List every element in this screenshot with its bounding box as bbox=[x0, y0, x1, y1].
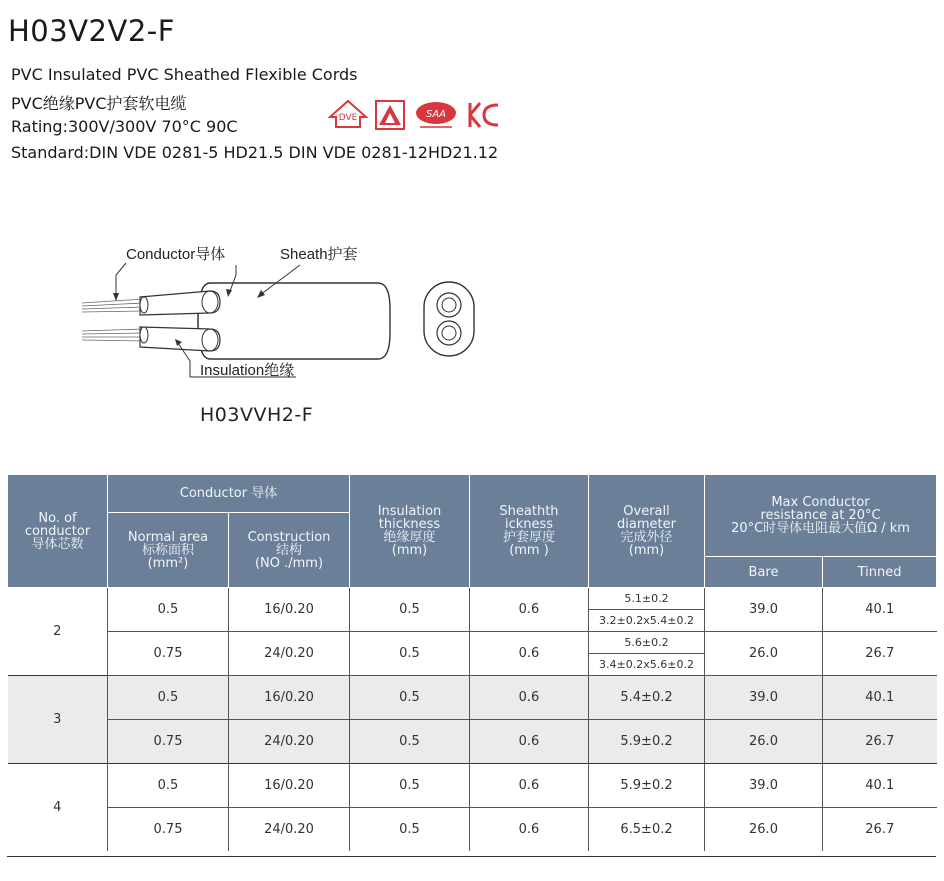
sheath-cell: 0.6 bbox=[470, 676, 589, 720]
sheath-cell: 0.6 bbox=[470, 808, 589, 852]
bare-cell: 26.0 bbox=[705, 808, 823, 852]
bare-cell: 39.0 bbox=[705, 588, 823, 632]
triangle-cert-icon bbox=[376, 101, 404, 129]
header-insulation: Insulation thickness 绝缘厚度 (mm) bbox=[350, 475, 470, 588]
area-cell: 0.75 bbox=[108, 632, 229, 676]
table-bottom-rule bbox=[7, 856, 936, 857]
construction-cell: 16/0.20 bbox=[229, 588, 350, 632]
insulation-cell: 0.5 bbox=[350, 676, 470, 720]
cores-cell: 3 bbox=[8, 676, 108, 764]
area-cell: 0.5 bbox=[108, 676, 229, 720]
svg-text:SAA: SAA bbox=[425, 109, 447, 120]
bare-cell: 26.0 bbox=[705, 720, 823, 764]
saa-cert-icon bbox=[416, 102, 456, 127]
header-construction: Construction 结构 (NO ./mm) bbox=[229, 513, 350, 588]
vde-cert-icon bbox=[330, 101, 366, 127]
product-description: PVC Insulated PVC Sheathed Flexible Cords bbox=[11, 65, 358, 84]
spec-table bbox=[7, 474, 937, 851]
insulation-cell: 0.5 bbox=[350, 588, 470, 632]
construction-cell: 24/0.20 bbox=[229, 632, 350, 676]
overall-round-value: 5.1±0.2 bbox=[589, 588, 704, 610]
overall-cell: 5.9±0.2 bbox=[589, 764, 705, 808]
header-normal-area: Normal area 标称面积 (mm²) bbox=[108, 513, 229, 588]
cores-cell: 4 bbox=[53, 800, 62, 815]
overall-round-value: 5.6±0.2 bbox=[589, 632, 704, 654]
construction-cell: 16/0.20 bbox=[229, 764, 350, 808]
area-cell: 0.5 bbox=[108, 588, 229, 632]
header-bare: Bare bbox=[705, 557, 823, 588]
sheath-label: Sheath护套 bbox=[280, 246, 358, 263]
overall-cell: 6.5±0.2 bbox=[589, 808, 705, 852]
svg-text:DVE: DVE bbox=[338, 113, 358, 123]
header-overall: Overall diameter 完成外径 (mm) bbox=[589, 475, 705, 588]
insulation-cell: 0.5 bbox=[350, 632, 470, 676]
overall-flat-value: 3.4±0.2x5.6±0.2 bbox=[599, 658, 694, 671]
page-title: H03V2V2-F bbox=[8, 14, 175, 48]
overall-cell bbox=[589, 588, 705, 632]
area-cell: 0.75 bbox=[108, 720, 229, 764]
table-row bbox=[8, 720, 937, 764]
cores-cell: 2 bbox=[8, 588, 108, 676]
tinned-cell: 40.1 bbox=[823, 764, 937, 808]
construction-cell: 24/0.20 bbox=[229, 808, 350, 852]
sheath-cell: 0.6 bbox=[470, 720, 589, 764]
bare-cell: 39.0 bbox=[705, 764, 823, 808]
overall-flat-value: 3.2±0.2x5.4±0.2 bbox=[599, 614, 694, 627]
insulation-cell: 0.5 bbox=[350, 808, 470, 852]
table-row bbox=[8, 632, 937, 676]
conductor-label: Conductor导体 bbox=[126, 246, 226, 263]
sheath-cell: 0.6 bbox=[470, 588, 589, 632]
header-sheath: Sheathth ickness 护套厚度 (mm ) bbox=[470, 475, 589, 588]
overall-cell: 5.9±0.2 bbox=[589, 720, 705, 764]
insulation-label: Insulation绝缘 bbox=[200, 362, 295, 379]
kc-cert-icon bbox=[470, 103, 498, 127]
header-no-of-conductor: No. of conductor 导体芯数 bbox=[8, 475, 108, 588]
area-cell: 0.75 bbox=[108, 808, 229, 852]
standard-text: Standard:DIN VDE 0281-5 HD21.5 DIN VDE 0281-12HD21.12 bbox=[11, 143, 499, 162]
insulation-cell: 0.5 bbox=[350, 764, 470, 808]
table-row bbox=[8, 764, 937, 808]
bare-cell: 39.0 bbox=[705, 676, 823, 720]
overall-cell: 5.4±0.2 bbox=[589, 676, 705, 720]
overall-cell bbox=[589, 632, 705, 676]
product-description-cn: PVC绝缘PVC护套软电缆 bbox=[11, 94, 187, 113]
tinned-cell: 40.1 bbox=[823, 676, 937, 720]
bare-cell: 26.0 bbox=[705, 632, 823, 676]
tinned-cell: 26.7 bbox=[823, 808, 937, 852]
construction-cell: 24/0.20 bbox=[229, 720, 350, 764]
construction-cell: 16/0.20 bbox=[229, 676, 350, 720]
sheath-cell: 0.6 bbox=[470, 764, 589, 808]
table-row bbox=[8, 808, 937, 852]
insulation-cell: 0.5 bbox=[350, 720, 470, 764]
tinned-cell: 26.7 bbox=[823, 632, 937, 676]
tinned-cell: 26.7 bbox=[823, 720, 937, 764]
header-resistance: Max Conductor resistance at 20°C 20°C时导体电阻最大值Ω / km bbox=[705, 475, 937, 557]
rating-text: Rating:300V/300V 70°C 90C bbox=[11, 117, 238, 136]
header-tinned: Tinned bbox=[823, 557, 937, 588]
table-row bbox=[8, 588, 937, 632]
certification-logos bbox=[328, 97, 508, 133]
tinned-cell: 40.1 bbox=[823, 588, 937, 632]
header-conductor: Conductor 导体 bbox=[108, 475, 350, 513]
model-caption: H03VVH2-F bbox=[200, 404, 314, 426]
area-cell: 0.5 bbox=[108, 764, 229, 808]
sheath-cell: 0.6 bbox=[470, 632, 589, 676]
table-row bbox=[8, 676, 937, 720]
